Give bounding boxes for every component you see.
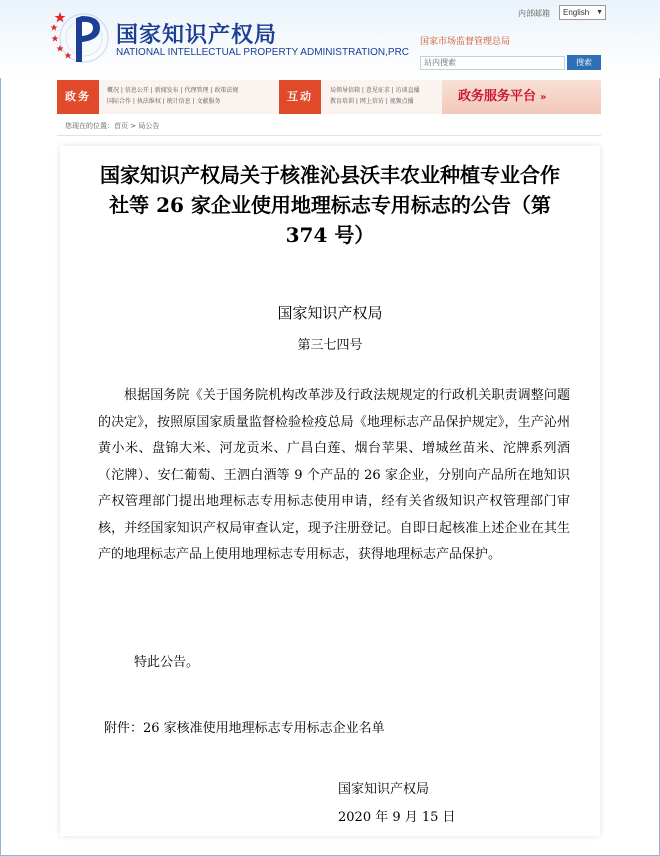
site-header: [0, 0, 660, 78]
search-button[interactable]: 搜索: [567, 55, 601, 70]
article-issuer: 国家知识产权局: [277, 304, 383, 322]
article-title: 国家知识产权局关于核准沁县沃丰农业种植专业合作社等 26 家企业使用地理标志专用标志的公告（第 374 号）: [100, 163, 560, 247]
breadcrumb-label: 您现在的位置：: [65, 122, 114, 130]
signature-organization: 国家知识产权局: [338, 782, 430, 797]
double-chevron-right-icon: »: [540, 92, 547, 103]
breadcrumb-announcement-link[interactable]: 局公告: [138, 122, 160, 130]
article-closing: 特此公告。: [134, 655, 200, 670]
breadcrumb-home-link[interactable]: 首页: [114, 122, 128, 130]
language-select[interactable]: [559, 5, 606, 20]
service-platform-link[interactable]: [442, 80, 601, 114]
nav-links-zhengwu-row-2[interactable]: 国际合作 | 执法维权 | 统计信息 | 文献服务: [107, 98, 221, 105]
article-number: 第三七四号: [297, 338, 363, 353]
chevron-down-icon: ▼: [596, 9, 603, 16]
signature-date: 2020 年 9 月 15 日: [338, 810, 456, 825]
samr-link[interactable]: 国家市场监督管理总局: [420, 37, 511, 47]
article-attachment-link[interactable]: 附件：26 家核准使用地理标志专用标志企业名单: [104, 721, 385, 736]
cnipa-logo-icon[interactable]: [46, 6, 112, 66]
nav-links-zhengwu-row-1[interactable]: 概况 | 信息公开 | 新闻发布 | 代理管理 | 政策法规: [107, 87, 239, 94]
internal-mail-link[interactable]: 内部邮箱: [518, 9, 550, 18]
article-body-paragraph: 根据国务院《关于国务院机构改革涉及行政法规规定的行政机关职责调整问题的决定》，按照原国家质量监督检验检疫总局《地理标志产品保护规定》，生产沁州黄小米、盘锦大米、河龙贡米、广昌白莲、烟台苹果、增城丝苗米、沱牌系列酒（沱牌）、安仁葡萄、王泗白酒等 9 个产品的 26 家企业，分别向产品所在地知识产权管理部门提出地理标志专用标志使用申请，经有关省级知识产权管理部门审核，并经国家知识产权局审查认定，现予注册登记。自即日起核准上述企业在其生产的地理标志产品上使用地理标志专用标志，获得地理标志产品保护。: [98, 388, 570, 562]
nav-links-hudong-row-2[interactable]: 教育培训 | 网上信访 | 视频点播: [330, 98, 414, 105]
breadcrumb: [57, 117, 601, 136]
article-body: [98, 383, 570, 569]
search-input[interactable]: 站内搜索: [420, 56, 565, 70]
site-title-cn: 国家知识产权局: [116, 23, 278, 48]
nav-links-hudong-row-1[interactable]: 局领导信箱 | 意见征求 | 访谈直播: [330, 87, 420, 94]
nav-links-hudong: [330, 85, 420, 107]
nav-tag-hudong[interactable]: 互动: [279, 80, 321, 114]
site-title-en: NATIONAL INTELLECTUAL PROPERTY ADMINISTRATION,PRC: [116, 47, 410, 58]
breadcrumb-separator: >: [130, 122, 137, 130]
nav-links-zhengwu: [107, 85, 238, 107]
nav-tag-zhengwu[interactable]: 政务: [57, 80, 99, 114]
language-selected-value: English: [563, 8, 590, 17]
service-platform-label: 政务服务平台: [458, 89, 537, 104]
